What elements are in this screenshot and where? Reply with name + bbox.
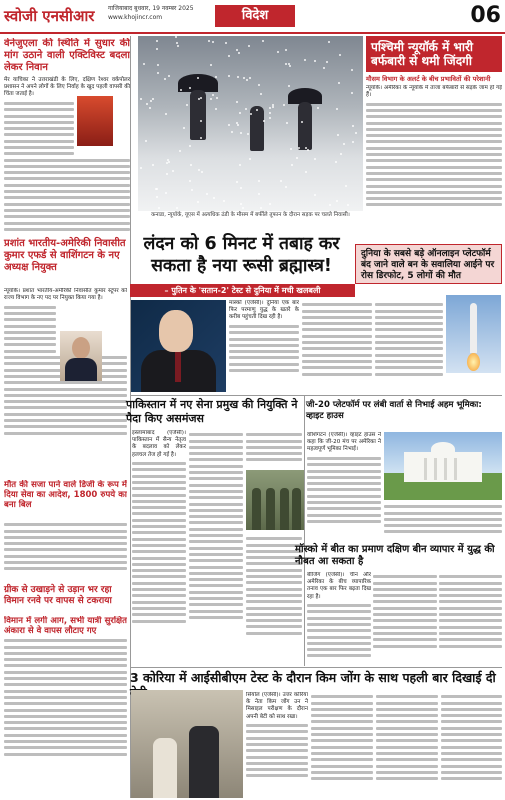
snowflake	[240, 187, 242, 189]
section-divider	[130, 395, 502, 396]
main-story-col-3	[375, 300, 443, 393]
snowflake	[288, 85, 290, 87]
snowflake	[240, 132, 242, 134]
snowflake	[347, 204, 349, 206]
snowflake	[183, 127, 185, 129]
war-col-1	[307, 572, 371, 666]
snowflake	[298, 147, 300, 149]
snowflake	[283, 104, 285, 106]
section-tab: विदेश	[215, 5, 295, 27]
snowflake	[305, 147, 307, 149]
snowflake	[238, 52, 240, 54]
snowflake	[175, 36, 177, 38]
text-filler	[189, 433, 243, 619]
snowflake	[260, 207, 262, 209]
snowflake	[155, 188, 157, 190]
snowflake	[305, 171, 307, 173]
dateline-date: गाजियाबाद बुधवार, 19 नवम्बर 2025	[108, 5, 194, 12]
left-story-4	[4, 616, 127, 798]
snowflake	[314, 158, 316, 160]
highlight-box-text: दुनिया के सबसे बड़े ऑनलाइन प्लेटफॉर्म बंद जाने वाले बन के सवालिया आईने पर रोस डिरफोट, 5 लोगों की मौत	[361, 249, 495, 281]
snowflake	[197, 201, 199, 203]
snowflake	[157, 72, 159, 74]
snowflake	[345, 185, 347, 187]
snowflake	[328, 41, 330, 43]
text-filler	[246, 433, 302, 461]
snowflake	[180, 89, 182, 91]
text-filler	[4, 523, 127, 570]
snowflake	[146, 103, 148, 105]
snowflake	[143, 63, 145, 65]
snowflake	[263, 120, 265, 122]
snowflake	[191, 189, 193, 191]
text-filler	[246, 724, 308, 777]
pakistan-col-1	[132, 430, 186, 665]
snowflake	[208, 40, 210, 42]
text-filler	[439, 575, 502, 647]
snowflake	[245, 108, 247, 110]
text-filler	[4, 102, 74, 155]
snowflake	[206, 193, 208, 195]
left-story-1-body: मेर याचिका ने उत्तराखंडी के लिए, दक्षिण रेश्वर वर्कपोलर प्रशासन ने अपने लोगों के लिए निर्वाह के खुद पहली वापसी की चिंता जताई है।	[4, 77, 130, 98]
snowflake	[326, 61, 328, 63]
snowflake	[236, 181, 238, 183]
snowflake	[212, 94, 214, 96]
g20-col-1	[307, 432, 381, 540]
text-filler	[375, 303, 443, 375]
trade-war-headline: मॉस्को में बीत का प्रमाण दक्षिण बीन व्यापार में युद्ध की नौबत आ सकता है	[295, 544, 495, 567]
snowflake	[285, 186, 287, 188]
kim-col-3	[376, 692, 438, 798]
snowflake	[237, 124, 239, 126]
snowflake	[198, 169, 200, 171]
snowflake	[269, 117, 271, 119]
text-filler	[302, 303, 372, 375]
snowflake	[172, 170, 174, 172]
snowflake	[314, 194, 316, 196]
text-filler	[441, 695, 502, 780]
snowflake	[190, 164, 192, 166]
snowflake	[213, 197, 215, 199]
missile-launch-photo	[446, 295, 501, 373]
snowflake	[201, 171, 203, 173]
snowflake	[314, 60, 316, 62]
snowflake	[164, 78, 166, 80]
snowflake	[246, 79, 248, 81]
person-photo	[60, 331, 102, 381]
snowflake	[338, 82, 340, 84]
text-filler	[246, 537, 302, 634]
snowflake	[228, 124, 230, 126]
snowflake	[156, 196, 158, 198]
snowflake	[140, 98, 142, 100]
snowflake	[166, 173, 168, 175]
snowflake	[277, 51, 279, 53]
snowflake	[210, 64, 212, 66]
snowflake	[329, 204, 331, 206]
kim-col-4	[441, 692, 502, 798]
snowflake	[290, 148, 292, 150]
snowflake	[228, 55, 230, 57]
text-filler	[307, 604, 371, 657]
snowflake	[157, 64, 159, 66]
section-divider	[130, 667, 502, 668]
dateline-web: www.khojincr.com	[108, 14, 163, 21]
snowflake	[260, 93, 262, 95]
snowflake	[269, 112, 271, 114]
right-story-headline: पश्चिमी न्यूयॉर्क में भारी बर्फबारी से थमी जिंदगी	[366, 36, 502, 72]
snowflake	[352, 141, 354, 143]
snowflake	[289, 65, 291, 67]
kim-family-photo	[131, 690, 243, 798]
snowflake	[236, 101, 238, 103]
snowflake	[248, 45, 250, 47]
left-story-2-body: न्यूयॉर्क। प्रशांत भारतीय-अमेरिकी निवासीत कुमार स्टूपर को राज्य विभाग के नए पद पर नियुक्त किया गया है।	[4, 288, 127, 302]
snowflake	[189, 180, 191, 182]
text-filler	[132, 462, 186, 622]
white-house-photo	[384, 432, 502, 500]
pakistan-headline: पाकिस्तान में नए सेना प्रमुख की नियुक्ति ने पैदा किए असमंजस	[126, 398, 298, 425]
snowflake	[236, 49, 238, 51]
snowflake	[240, 203, 242, 205]
snowflake	[269, 107, 271, 109]
snowflake	[304, 59, 306, 61]
kim-headline: 3 कोरिया में आईसीबीएम टेस्ट के दौरान किम जोंग के साथ पहली बार दिखाई दी	[130, 670, 496, 685]
snowflake	[280, 180, 282, 182]
snowflake	[236, 122, 238, 124]
snowflake	[343, 143, 345, 145]
war-body: बीजिंग (एजेंसी)। चीन और अमेरिका के बीच व्यापारिक तनाव एक बार फिर बढ़ता दिख रहा है।	[307, 572, 371, 600]
text-filler	[311, 695, 373, 780]
snowflake	[165, 192, 167, 194]
snowflake	[352, 125, 354, 127]
snowflake	[200, 97, 202, 99]
army-photo	[246, 470, 304, 530]
snowflake	[307, 149, 309, 151]
left-story-2-headline: प्रशांत भारतीय-अमेरिकी निवासीत कुमार एफर्ड से वाशिंगटन के नए अध्यक्ष नियुक्त	[4, 238, 126, 273]
snow-photo-caption: कनाडा, न्यूयॉर्क, यूएस में अत्यधिक ठंडी के मौसम में बर्फीले तूफान के दौरान सड़क पर चलते निवासी।	[151, 212, 350, 218]
snowflake	[216, 97, 218, 99]
snowflake	[351, 69, 353, 71]
snowflake	[239, 164, 241, 166]
snowflake	[152, 164, 154, 166]
snowflake	[242, 207, 244, 209]
snowflake	[296, 157, 298, 159]
snowflake	[339, 54, 341, 56]
snowflake	[340, 153, 342, 155]
snowstorm-photo	[138, 36, 363, 211]
text-filler	[376, 695, 438, 780]
snowflake	[149, 107, 151, 109]
snowflake	[168, 75, 170, 77]
snowflake	[215, 108, 217, 110]
masthead	[0, 0, 505, 34]
snowflake	[258, 193, 260, 195]
main-headline: लंदन को 6 मिनट में तबाह कर सकता है नया रूसी ब्रह्मास्त्र!	[143, 234, 340, 276]
text-filler	[4, 306, 56, 353]
main-strap: – पुतिन के 'सतान-2' टेस्ट से दुनिया में मची खलबली	[130, 284, 355, 297]
left-story-3	[4, 480, 127, 516]
column-divider	[304, 396, 305, 666]
snowflake	[239, 112, 241, 114]
war-col-3	[439, 572, 502, 666]
snowflake	[336, 200, 338, 202]
kim-col-1	[246, 692, 308, 798]
snowflake	[269, 203, 271, 205]
text-filler	[4, 639, 127, 755]
snowflake	[317, 107, 319, 109]
text-filler	[366, 103, 502, 207]
main-story-body: मास्को (एजेंसी)। दुनिया एक बार फिर परमाणु युद्ध के खतरे के करीब पहुंचती दिख रही है।	[229, 300, 299, 321]
right-story	[366, 36, 502, 241]
snowflake	[249, 77, 251, 79]
snowflake	[231, 131, 233, 133]
snowflake	[336, 108, 338, 110]
putin-photo	[131, 300, 226, 392]
main-story-col-2	[302, 300, 372, 393]
snowflake	[189, 145, 191, 147]
snowflake	[291, 164, 293, 166]
snowflake	[140, 167, 142, 169]
g20-col-2	[384, 502, 502, 540]
snowflake	[285, 49, 287, 51]
snowflake	[323, 67, 325, 69]
page-number: 06	[470, 3, 501, 28]
snowflake	[351, 92, 353, 94]
left-story-4-sub: ग्रीक से उखाड़ने से उड़ान भर रहा विमान रनवे पर वापस से टकराया	[4, 585, 112, 606]
snowflake	[285, 63, 287, 65]
snowflake	[225, 42, 227, 44]
left-story-4-headline	[4, 585, 127, 607]
g20-body: वॉशिंगटन (एजेंसी)। व्हाइट हाउस ने कहा कि जी-20 मंच पर अमेरिका ने महत्वपूर्ण भूमिका निभाई।	[307, 432, 381, 453]
snowflake	[176, 207, 178, 209]
snowflake	[158, 207, 160, 209]
newspaper-logo: स्वोजी एनसीआर	[4, 7, 95, 25]
text-filler	[4, 159, 130, 231]
snowflake	[179, 150, 181, 152]
right-story-subhead: मौसम विभाग के अलर्ट के बीच प्रभावितों की परेशानी	[366, 75, 491, 83]
snowflake	[177, 45, 179, 47]
snowflake	[152, 98, 154, 100]
highlight-box	[355, 244, 502, 284]
snowflake	[156, 48, 158, 50]
snowflake	[228, 75, 230, 77]
text-filler	[373, 575, 437, 647]
snowflake	[145, 140, 147, 142]
snowflake	[150, 100, 152, 102]
snowflake	[258, 180, 260, 182]
snowflake	[355, 132, 357, 134]
snowflake	[335, 161, 337, 163]
left-story-2	[4, 288, 127, 478]
left-story-4-title: विमान में लगी आग, सभी यात्री सुरक्षित अंकारा से वे वापस लौटाए गए	[4, 616, 127, 636]
snowflake	[165, 113, 167, 115]
text-filler	[307, 457, 381, 523]
snowflake	[223, 200, 225, 202]
snowflake	[156, 40, 158, 42]
snowflake	[249, 158, 251, 160]
kim-col-2	[311, 692, 373, 798]
snowflake	[186, 104, 188, 106]
snowflake	[243, 77, 245, 79]
snowflake	[212, 41, 214, 43]
text-filler	[384, 505, 502, 533]
left-story-3-headline: मौत की सजा पाने वाले डिजी के रूप में दिया सेवा का आदेश, 1800 रुपये का बना बिल	[4, 480, 127, 510]
snowflake	[210, 98, 212, 100]
right-story-text: न्यूयॉर्क। अमेरिका के न्यूयॉर्क में ताजा बर्फबारी से सड़कें जाम हो गई हैं।	[366, 85, 502, 99]
snowflake	[197, 77, 199, 79]
left-story-3-body	[4, 520, 127, 582]
snowflake	[258, 84, 260, 86]
snowflake	[168, 161, 170, 163]
right-story-body	[366, 85, 502, 235]
g20-headline: जी-20 प्लेटफॉर्म पर लंबी वार्ता से निभाई अहम भूमिका: व्हाइट हाउस	[306, 400, 482, 421]
pakistan-col-3	[246, 430, 302, 468]
snowflake	[256, 109, 258, 111]
left-story-photo	[77, 96, 113, 146]
main-story-col-1	[229, 300, 299, 393]
snowflake	[237, 76, 239, 78]
snowflake	[262, 40, 264, 42]
text-filler	[229, 325, 299, 372]
snowflake	[337, 134, 339, 136]
pakistan-col-2	[189, 430, 243, 665]
snowflake	[286, 122, 288, 124]
snowflake	[215, 76, 217, 78]
kim-body: सियोल (एजेंसी)। उत्तर कोरिया के नेता किम जोंग उन ने मिसाइल परीक्षण के दौरान अपनी बेटी को साथ रखा।	[246, 692, 308, 720]
war-col-2	[373, 572, 437, 666]
left-story-1-headline: वेनेजुएला की स्थिति में सुधार की मांग उठाने वाली एक्टिविस्ट बदला लेकर निवान	[4, 38, 130, 73]
pakistan-body: इस्लामाबाद (एजेंसी)। पाकिस्तान में सैन्य नेतृत्व के बदलाव को लेकर हलचल तेज हो गई है।	[132, 430, 186, 458]
pakistan-col-3b	[246, 534, 302, 664]
snowflake	[250, 113, 252, 115]
